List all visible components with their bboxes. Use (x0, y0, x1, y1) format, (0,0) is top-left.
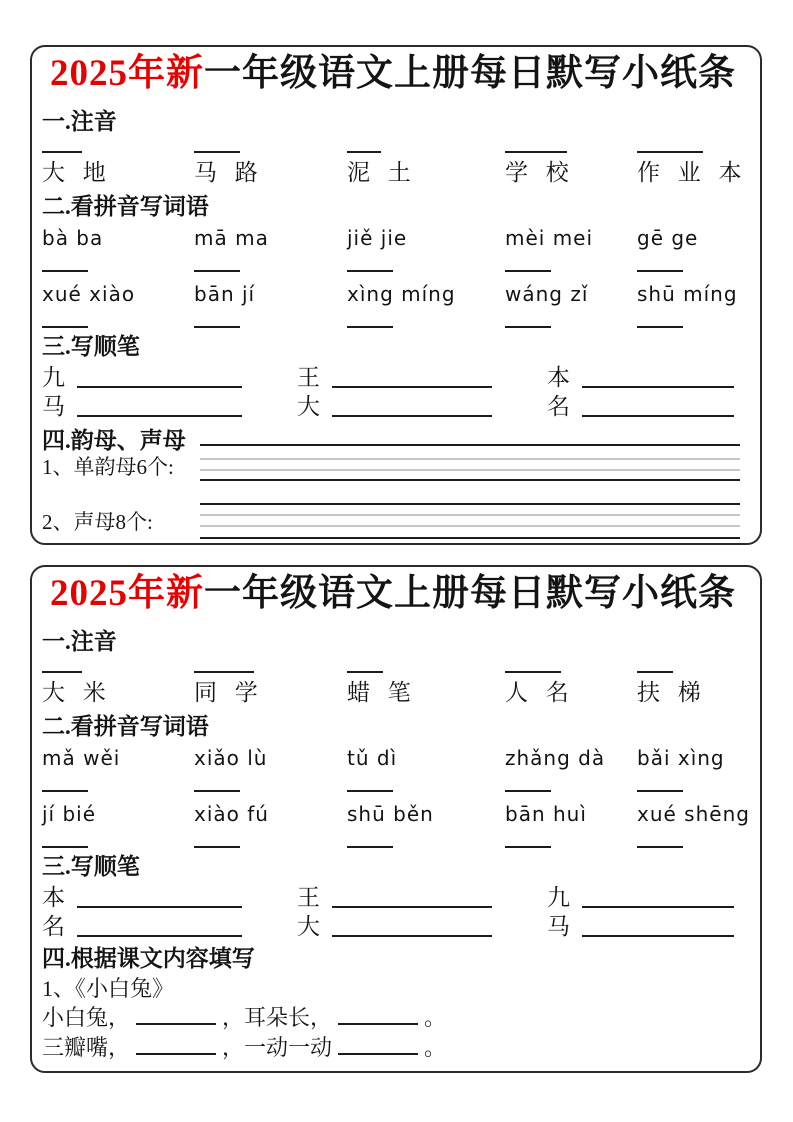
fill-answer-blank[interactable] (338, 1037, 418, 1055)
word-answer-blank[interactable] (42, 844, 88, 848)
pinyin-word: bà ba (42, 226, 104, 250)
word-answer-blank[interactable] (194, 788, 240, 792)
zhuyin-answer-blank[interactable] (637, 151, 703, 153)
grid-line-gray (200, 469, 740, 471)
pinyin-word: tǔ dì (347, 746, 398, 770)
card1-section-finals (42, 422, 744, 544)
zhuyin-item (42, 151, 194, 188)
word-answer-blank[interactable] (637, 844, 683, 848)
stroke-item (42, 393, 297, 420)
card2-heading-fill: 四.根据课文内容填写 (42, 946, 255, 971)
pinyin-word: shū běn (347, 802, 434, 826)
stroke-answer-blank[interactable] (332, 902, 492, 908)
zhuyin-item (347, 671, 505, 708)
stroke-answer-blank[interactable] (582, 411, 734, 417)
stroke-answer-blank[interactable] (77, 902, 242, 908)
card1-stroke-row-1 (42, 364, 744, 391)
zhuyin-word: 同 学 (194, 680, 264, 705)
pinyin-word: mā ma (194, 226, 269, 250)
word-answer-blank[interactable] (194, 844, 240, 848)
pinyin-word: xué shēng (637, 802, 750, 826)
word-answer-blank[interactable] (42, 268, 88, 272)
pinyin-word: xué xiào (42, 282, 136, 306)
zhuyin-word: 扶 梯 (637, 680, 707, 705)
stroke-item (297, 393, 547, 420)
stroke-answer-blank[interactable] (77, 931, 242, 937)
word-answer-blank[interactable] (637, 268, 683, 272)
word-answer-blank[interactable] (505, 788, 551, 792)
zhuyin-word: 作 业 本 (637, 160, 748, 185)
card1-pinyin-row-1 (42, 224, 744, 252)
word-answer-blank[interactable] (194, 324, 240, 328)
word-answer-blank[interactable] (637, 788, 683, 792)
stroke-item (42, 884, 297, 911)
pinyin-word: mǎ wěi (42, 746, 121, 770)
card1-stroke-row-2 (42, 393, 744, 420)
stroke-char: 本 (547, 365, 570, 390)
stroke-answer-blank[interactable] (582, 931, 734, 937)
grid-line-dark[interactable] (200, 444, 740, 446)
grid-line-gray (200, 514, 740, 516)
stroke-char: 九 (547, 885, 570, 910)
card1-heading-pinyin: 二.看拼音写词语 (42, 194, 209, 219)
stroke-item (42, 913, 297, 940)
card2-title-text: 一年级语文上册每日默写小纸条 (204, 573, 736, 614)
zhuyin-answer-blank[interactable] (637, 671, 673, 673)
fill-answer-blank[interactable] (136, 1007, 216, 1025)
card1-title (42, 51, 744, 97)
zhuyin-item (194, 671, 347, 708)
card2-heading-strokes: 三.写顺笔 (42, 854, 140, 879)
word-answer-blank[interactable] (637, 324, 683, 328)
word-answer-blank[interactable] (42, 788, 88, 792)
zhuyin-item (637, 671, 744, 708)
pinyin-word: mèi mei (505, 226, 594, 250)
card2-stroke-row-1 (42, 884, 744, 911)
fill-line-2 (42, 1033, 744, 1063)
word-answer-blank[interactable] (505, 268, 551, 272)
stroke-char: 名 (547, 394, 570, 419)
stroke-item (297, 364, 547, 391)
pinyin-word: gē ge (637, 226, 699, 250)
stroke-answer-blank[interactable] (77, 382, 242, 388)
stroke-char: 九 (42, 365, 65, 390)
fill-text: ，耳朵长， (222, 1005, 333, 1030)
card1-title-text: 一年级语文上册每日默写小纸条 (204, 53, 736, 94)
fill-line-1 (42, 1003, 744, 1033)
zhuyin-answer-blank[interactable] (194, 671, 254, 673)
worksheet-card-1 (30, 45, 762, 545)
fill-text: 小白兔， (42, 1005, 131, 1030)
zhuyin-item (505, 151, 637, 188)
zhuyin-item (42, 671, 194, 708)
stroke-item (547, 364, 744, 391)
card1-heading-finals: 四.韵母、声母 (42, 428, 186, 453)
word-answer-blank[interactable] (194, 268, 240, 272)
word-answer-blank[interactable] (347, 324, 393, 328)
pinyin-word: bǎi xìng (637, 746, 725, 770)
card1-heading-strokes: 三.写顺笔 (42, 334, 140, 359)
zhuyin-answer-blank[interactable] (505, 151, 567, 153)
stroke-item (547, 913, 744, 940)
stroke-char: 大 (297, 394, 320, 419)
word-answer-blank[interactable] (505, 844, 551, 848)
word-answer-blank[interactable] (347, 268, 393, 272)
fill-text: 。 (424, 1035, 447, 1060)
worksheet-card-2 (30, 565, 762, 1073)
pinyin-word: zhǎng dà (505, 746, 606, 770)
word-answer-blank[interactable] (42, 324, 88, 328)
zhuyin-item (505, 671, 637, 708)
card2-answer-row-2 (42, 844, 744, 848)
card1-heading-zhuyin: 一.注音 (42, 109, 117, 134)
finals-label-vowels: 1、单韵母6个: (42, 455, 174, 479)
zhuyin-word: 人 名 (505, 680, 575, 705)
pinyin-word: bān jí (194, 282, 256, 306)
pinyin-word: shū míng (637, 282, 738, 306)
card2-zhuyin-row (42, 671, 744, 708)
zhuyin-word: 马 路 (194, 160, 264, 185)
zhuyin-answer-blank[interactable] (42, 151, 82, 153)
zhuyin-item (637, 151, 748, 188)
pinyin-word: xìng míng (347, 282, 456, 306)
fill-text: 三瓣嘴， (42, 1035, 131, 1060)
card1-zhuyin-row (42, 151, 748, 188)
zhuyin-word: 泥 土 (347, 160, 417, 185)
pinyin-four-line-grids (200, 422, 740, 544)
fill-text: ，一动一动 (222, 1035, 333, 1060)
zhuyin-word: 蜡 笔 (347, 680, 417, 705)
zhuyin-answer-blank[interactable] (42, 671, 82, 673)
stroke-item (297, 913, 547, 940)
stroke-item (297, 884, 547, 911)
lesson-title: 1、《小白兔》 (42, 976, 175, 1001)
stroke-char: 名 (42, 914, 65, 939)
stroke-answer-blank[interactable] (77, 411, 242, 417)
stroke-char: 大 (297, 914, 320, 939)
stroke-answer-blank[interactable] (582, 382, 734, 388)
stroke-char: 马 (547, 914, 570, 939)
zhuyin-answer-blank[interactable] (347, 151, 381, 153)
card2-pinyin-row-2 (42, 800, 750, 828)
zhuyin-item (347, 151, 505, 188)
card1-answer-row-1 (42, 268, 744, 272)
card2-stroke-row-2 (42, 913, 744, 940)
pinyin-word: xiǎo lù (194, 746, 268, 770)
card2-pinyin-row-1 (42, 744, 744, 772)
card1-pinyin-row-2 (42, 280, 744, 308)
stroke-answer-blank[interactable] (332, 411, 492, 417)
zhuyin-word: 大 米 (42, 680, 112, 705)
fill-text: 。 (424, 1005, 447, 1030)
pinyin-word: bān huì (505, 802, 587, 826)
stroke-answer-blank[interactable] (332, 931, 492, 937)
card2-heading-zhuyin: 一.注音 (42, 629, 117, 654)
stroke-answer-blank[interactable] (582, 902, 734, 908)
fill-answer-blank[interactable] (136, 1037, 216, 1055)
word-answer-blank[interactable] (505, 324, 551, 328)
finals-label-consonants: 2、声母8个: (42, 510, 153, 534)
grid-line-dark[interactable] (200, 479, 740, 481)
word-answer-blank[interactable] (347, 844, 393, 848)
stroke-item (547, 884, 744, 911)
zhuyin-word: 学 校 (505, 160, 575, 185)
stroke-char: 王 (297, 885, 320, 910)
stroke-char: 王 (297, 365, 320, 390)
stroke-item (547, 393, 744, 420)
grid-line-gray (200, 458, 740, 460)
pinyin-word: jí bié (42, 802, 97, 826)
stroke-answer-blank[interactable] (332, 382, 492, 388)
word-answer-blank[interactable] (347, 788, 393, 792)
stroke-item (42, 364, 297, 391)
card2-heading-pinyin: 二.看拼音写词语 (42, 714, 209, 739)
card2-title (42, 571, 744, 617)
card1-title-highlight: 2025年新 (50, 53, 204, 94)
zhuyin-word: 大 地 (42, 160, 112, 185)
pinyin-word: wáng zǐ (505, 282, 589, 306)
card2-answer-row-1 (42, 788, 744, 792)
zhuyin-item (194, 151, 347, 188)
grid-line-dark[interactable] (200, 503, 740, 505)
zhuyin-answer-blank[interactable] (347, 671, 383, 673)
fill-answer-blank[interactable] (338, 1007, 418, 1025)
stroke-char: 本 (42, 885, 65, 910)
stroke-char: 马 (42, 394, 65, 419)
grid-line-gray (200, 525, 740, 527)
pinyin-word: jiě jie (347, 226, 408, 250)
card2-title-highlight: 2025年新 (50, 573, 204, 614)
zhuyin-answer-blank[interactable] (505, 671, 561, 673)
card1-answer-row-2 (42, 324, 744, 328)
zhuyin-answer-blank[interactable] (194, 151, 240, 153)
pinyin-word: xiào fú (194, 802, 269, 826)
grid-line-dark[interactable] (200, 537, 740, 539)
